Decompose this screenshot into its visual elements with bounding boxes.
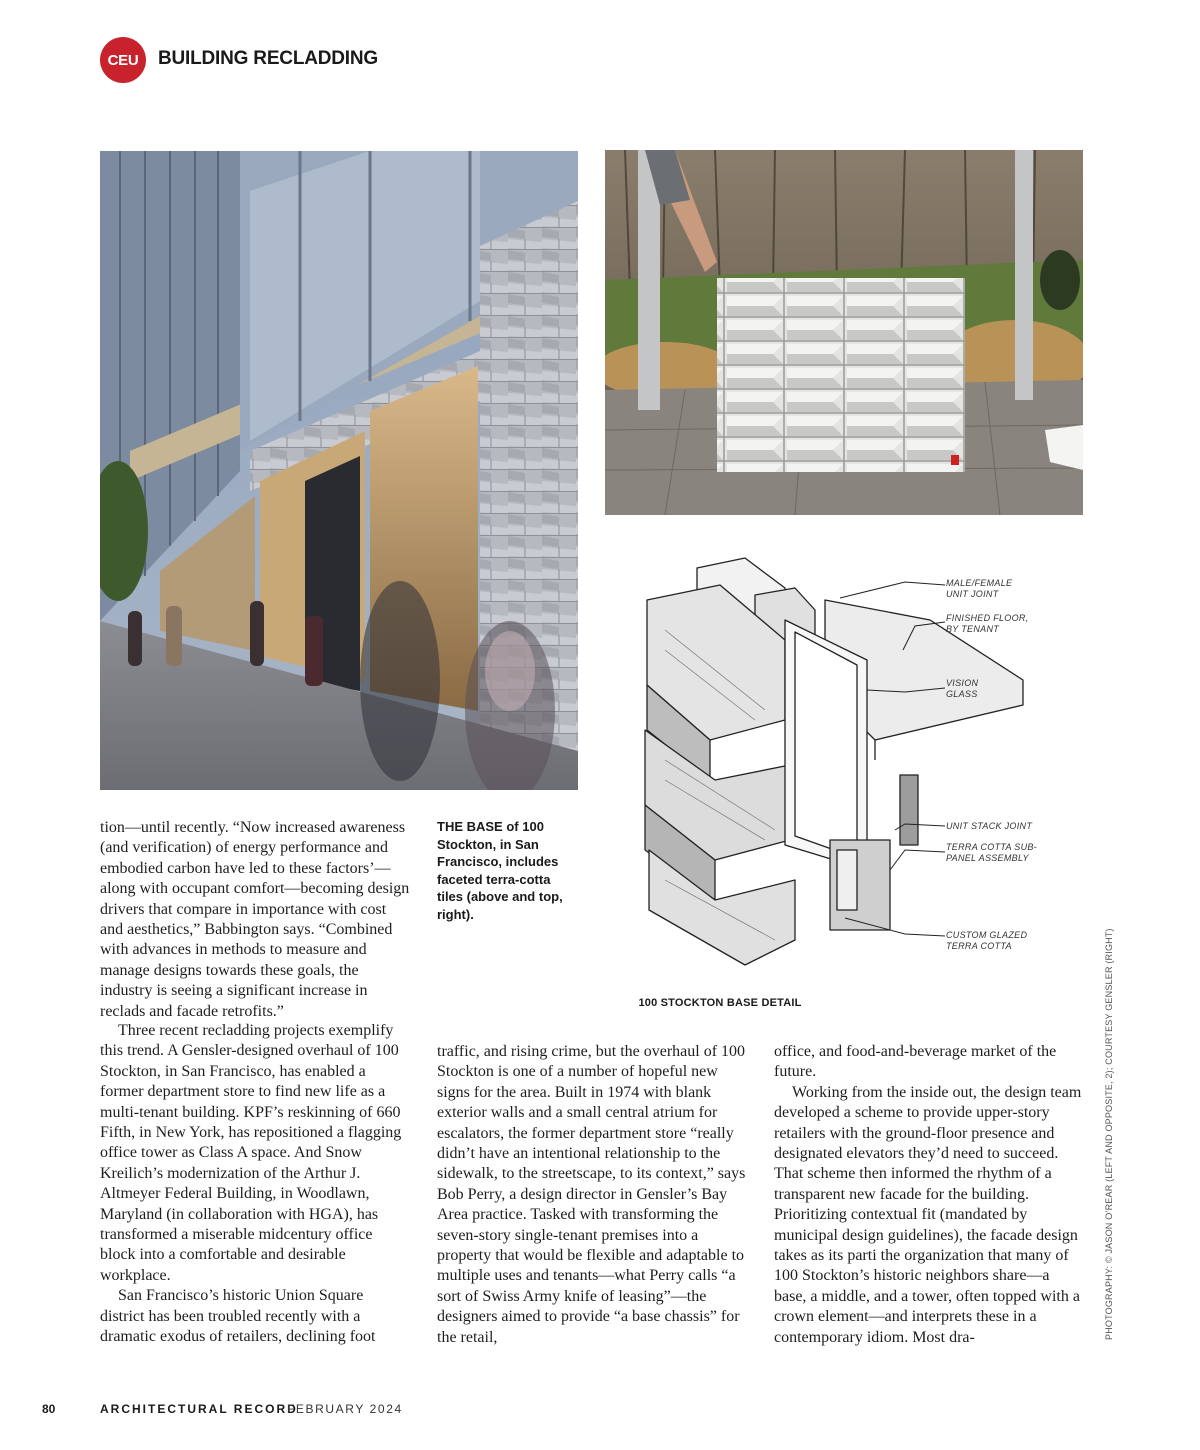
caption-lead: THE BASE [437, 819, 503, 834]
label-glass-line-1: VISION [946, 678, 979, 688]
label-glass-line-2: GLASS [946, 689, 978, 699]
paragraph: Three recent recladding projects exemplify this trend. A Gensler-designed overhaul of 100 Stockton, in San Francisco, has enabled a former department store to find new life as a multi-tenant building. KPF’s reskinning of 660 Fifth, in New York, has repositioned a flagging office tower as Class A space. And Snow Kreilich’s modernization of the Arthur J. Altmeyer Federal Building, in Woodlawn, Maryland (in collaboration with HGA), has transformed a miserable midcentury office block into a comfortable and desirable workplace. [100, 1022, 402, 1284]
base-detail-drawing [605, 540, 1083, 980]
label-joint-line-2: UNIT JOINT [946, 589, 999, 599]
photo-credit: PHOTOGRAPHY: © JASON O’REAR (LEFT AND OPPOSITE, 2); COURTESY GENSLER (RIGHT) [1104, 928, 1114, 1340]
label-floor-line-1: FINISHED FLOOR, [946, 613, 1029, 623]
paragraph: traffic, and rising crime, but the overhaul of 100 Stockton is one of a number of hopeful new signs for the area. Built in 1974 with blank exterior walls and a small central atrium for escalators, the former department store “really didn’t have an intentional relationship to the sidewalk, to the streetscape, to its context,” says Bob Perry, a design director in Gensler’s Bay Area practice. Tasked with transforming the seven-story single-tenant premises into a property that would be flexible and adaptable to multiple uses and tenants—what Perry calls “a sort of Swiss Army knife of leasing”—the designers aimed to provide “a base chassis” for the retail, [437, 1043, 746, 1346]
label-glazed-line-2: TERRA COTTA [946, 941, 1012, 951]
label-stack-joint: UNIT STACK JOINT [946, 821, 1033, 831]
article-column-1-top [100, 818, 411, 1022]
paragraph: San Francisco’s historic Union Square district has been troubled recently with a dramatic exodus of retailers, declining foot [100, 1287, 376, 1346]
article-column-2 [437, 1042, 748, 1348]
diagram-title: 100 STOCKTON BASE DETAIL [638, 997, 802, 1009]
caption-text: of 100 Stockton, in San Francisco, includes faceted terra-cotta tiles (above and top, right). [437, 819, 563, 922]
terra-cotta-mockup-photo [605, 150, 1083, 515]
ceu-badge: CEU [100, 37, 146, 83]
article-column-3 [774, 1042, 1085, 1348]
page-number: 80 [42, 1402, 56, 1416]
paragraph: tion—until recently. “Now increased awareness (and verification) of energy performance and embodied carbon have led to these factors’—along with occupant comfort—becoming design drivers that compare in importance with cost and aesthetics,” Babbington says. “Combined with advances in methods to measure and manage designs towards these goals, the industry is seeing a significant increase in reclads and facade retrofits.” [100, 819, 410, 1020]
section-title: BUILDING RECLADDING [158, 48, 378, 69]
article-column-1-bottom [100, 1021, 411, 1348]
paragraph: Working from the inside out, the design team developed a scheme to provide upper-story retailers with the ground-floor presence and designated elevators they’d need to succeed. That scheme then informed the rhythm of a transparent new facade for the building. Prioritizing contextual fit (mandated by municipal design guidelines), the facade design takes as its parti the organization that many of 100 Stockton’s historic neighbors share—a base, a middle, and a tower, often topped with a crown element—and interprets these in a contemporary idiom. Most dra- [774, 1083, 1082, 1346]
paragraph: office, and food-and-beverage market of the future. [774, 1043, 1057, 1081]
label-floor-line-2: BY TENANT [946, 624, 1000, 634]
storefront-photo [100, 151, 578, 790]
label-subpanel-line-2: PANEL ASSEMBLY [946, 853, 1029, 863]
photo-caption [437, 818, 577, 924]
label-subpanel-line-1: TERRA COTTA SUB- [946, 842, 1037, 852]
magazine-name: ARCHITECTURAL RECORD [100, 1402, 298, 1416]
label-glazed-line-1: CUSTOM GLAZED [946, 930, 1028, 940]
issue-date: FEBRUARY 2024 [287, 1402, 403, 1416]
label-joint-line-1: MALE/FEMALE [946, 578, 1013, 588]
